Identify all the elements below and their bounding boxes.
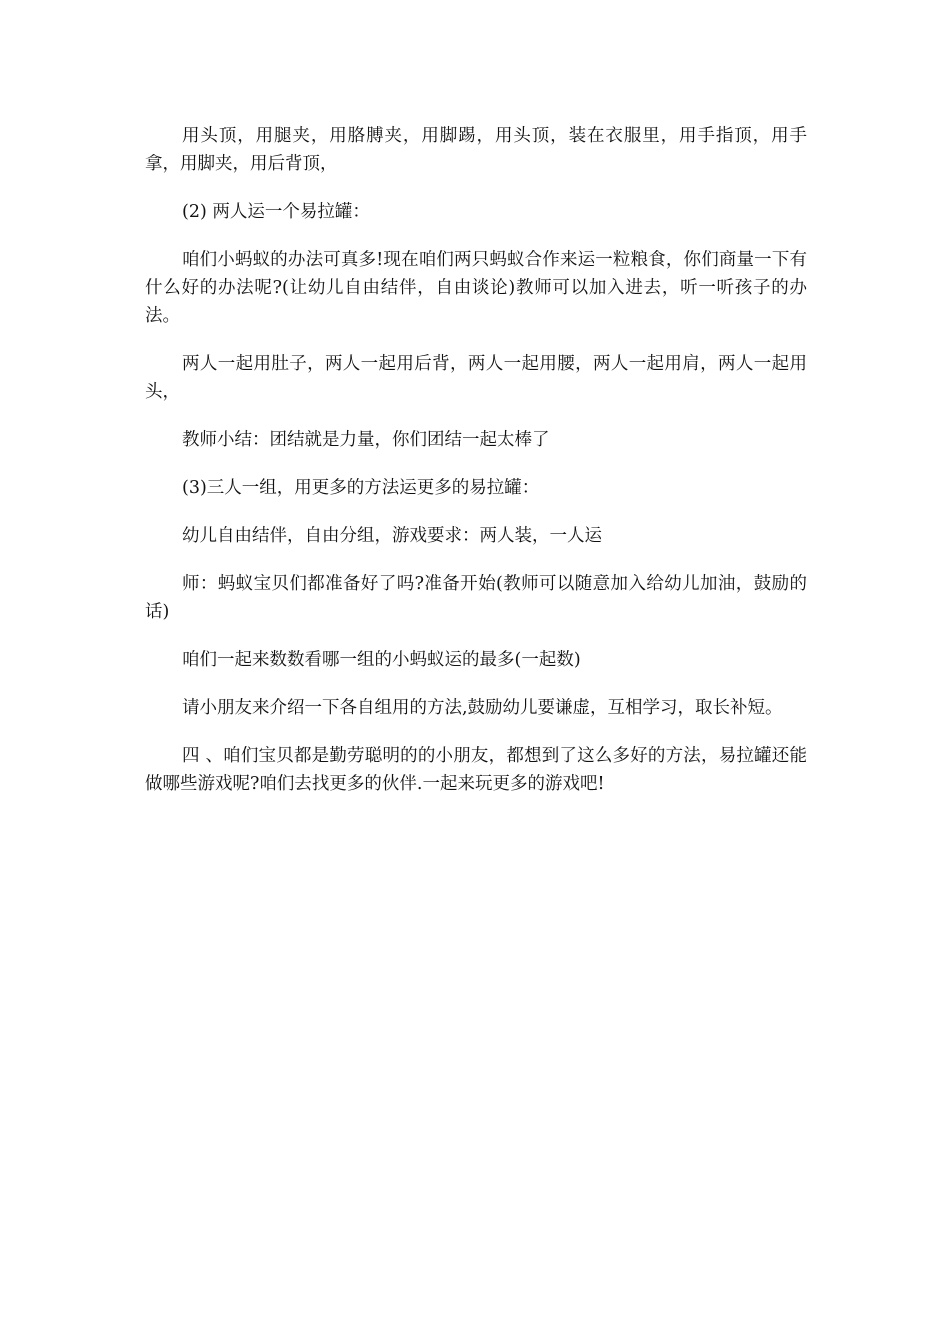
paragraph-methods-pair: 两人一起用肚子，两人一起用后背，两人一起用腰，两人一起用肩，两人一起用头，	[145, 354, 807, 402]
paragraph-share-methods: 请小朋友来介绍一下各自组用的方法,鼓励幼儿要谦虚，互相学习，取长补短。	[182, 698, 783, 718]
paragraph-count-together: 咱们一起来数数看哪一组的小蚂蚁运的最多(一起数)	[182, 650, 581, 670]
paragraph-methods-solo: 用头顶，用腿夹，用胳膊夹，用脚踢，用头顶，装在衣服里，用手指顶，用手拿，用脚夹，用后背顶，	[145, 126, 807, 174]
paragraph-teacher-start: 师：蚂蚁宝贝们都准备好了吗?准备开始(教师可以随意加入给幼儿加油，鼓励的话)	[145, 574, 807, 622]
paragraph-teacher-summary: 教师小结：团结就是力量，你们团结一起太棒了	[182, 430, 550, 450]
paragraph-step-2-heading: (2) 两人运一个易拉罐：	[182, 202, 370, 222]
document-body	[145, 122, 807, 818]
paragraph-step-3-heading: (3)三人一组，用更多的方法运更多的易拉罐：	[182, 478, 540, 498]
paragraph-pair-cooperation: 咱们小蚂蚁的办法可真多!现在咱们两只蚂蚁合作来运一粒粮食，你们商量一下有什么好的办法呢?(让幼儿自由结伴，自由谈论)教师可以加入进去，听一听孩子的办法。	[145, 250, 807, 326]
paragraph-step-4-closing: 四 、咱们宝贝都是勤劳聪明的的小朋友，都想到了这么多好的方法，易拉罐还能做哪些游戏呢?咱们去找更多的伙伴.一起来玩更多的游戏吧!	[145, 746, 807, 794]
paragraph-group-rules: 幼儿自由结伴，自由分组，游戏要求：两人装，一人运	[182, 526, 602, 546]
